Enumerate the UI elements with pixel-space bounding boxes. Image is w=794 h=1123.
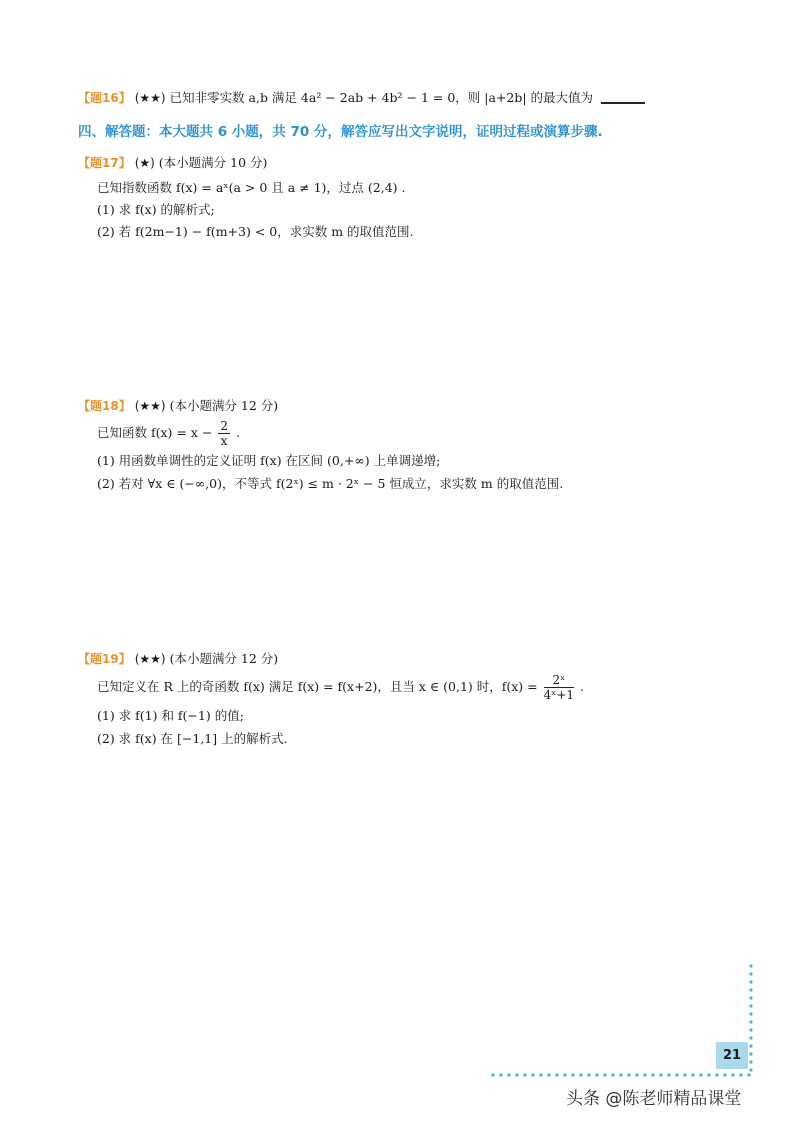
question-tag: 【题19】 [78,652,131,666]
question-17-part-2: (2) 若 f(2m−1) − f(m+3) < 0，求实数 m 的取值范围. [97,224,414,239]
stem-end: . [580,679,584,694]
fraction-denominator: x [220,434,228,448]
section-header: 四、解答题：本大题共 6 小题，共 70 分，解答应写出文字说明，证明过程或演算步骤. [78,124,603,140]
question-tag: 【题18】 [78,399,131,413]
question-18-part-2: (2) 若对 ∀x ∈ (−∞,0)，不等式 f(2ˣ) ≤ m · 2ˣ − 5 恒成立，求实数 m 的取值范围. [97,476,564,491]
fraction [544,673,574,702]
page-number: 21 [716,1042,748,1069]
difficulty-stars: (★★) [134,399,166,413]
fraction-denominator: 4ˣ+1 [543,688,575,702]
question-18-header [78,398,278,414]
score-note: (本小题满分 12 分) [169,651,279,666]
dotted-border-horizontal [489,1073,751,1077]
question-19-part-2: (2) 求 f(x) 在 [−1,1] 上的解析式. [97,731,288,746]
question-19-stem [97,672,584,702]
question-tag: 【题16】 [78,91,131,105]
fraction [218,419,230,448]
answer-blank [601,102,645,104]
question-16 [78,90,645,106]
difficulty-stars: (★★) [134,91,166,105]
question-text: 已知非零实数 a,b 满足 4a² − 2ab + 4b² − 1 = 0，则 |a+2b| 的最大值为 [169,90,594,105]
watermark-text: 头条 @陈老师精品课堂 [566,1089,742,1109]
stem-text: 已知函数 f(x) = x − [97,425,213,440]
difficulty-stars: (★★) [134,652,166,666]
score-note: (本小题满分 10 分) [158,155,268,170]
question-17-stem: 已知指数函数 f(x) = aˣ(a > 0 且 a ≠ 1)，过点 (2,4) . [97,180,406,195]
question-19-part-1: (1) 求 f(1) 和 f(−1) 的值; [97,708,244,723]
question-17-part-1: (1) 求 f(x) 的解析式; [97,202,215,217]
question-19-header [78,651,278,667]
question-18-stem [97,418,240,448]
fraction-numerator: 2ˣ [544,673,574,688]
stem-text: 已知定义在 R 上的奇函数 f(x) 满足 f(x) = f(x+2)，且当 x ∈ (0,1) 时，f(x) = [97,679,538,694]
question-18-part-1: (1) 用函数单调性的定义证明 f(x) 在区间 (0,+∞) 上单调递增; [97,453,441,468]
stem-end: . [235,425,240,440]
question-17-header [78,155,267,171]
fraction-numerator: 2 [220,419,228,433]
question-tag: 【题17】 [78,156,131,170]
difficulty-stars: (★) [134,156,155,170]
score-note: (本小题满分 12 分) [169,398,279,413]
dotted-border-vertical [749,962,753,1076]
